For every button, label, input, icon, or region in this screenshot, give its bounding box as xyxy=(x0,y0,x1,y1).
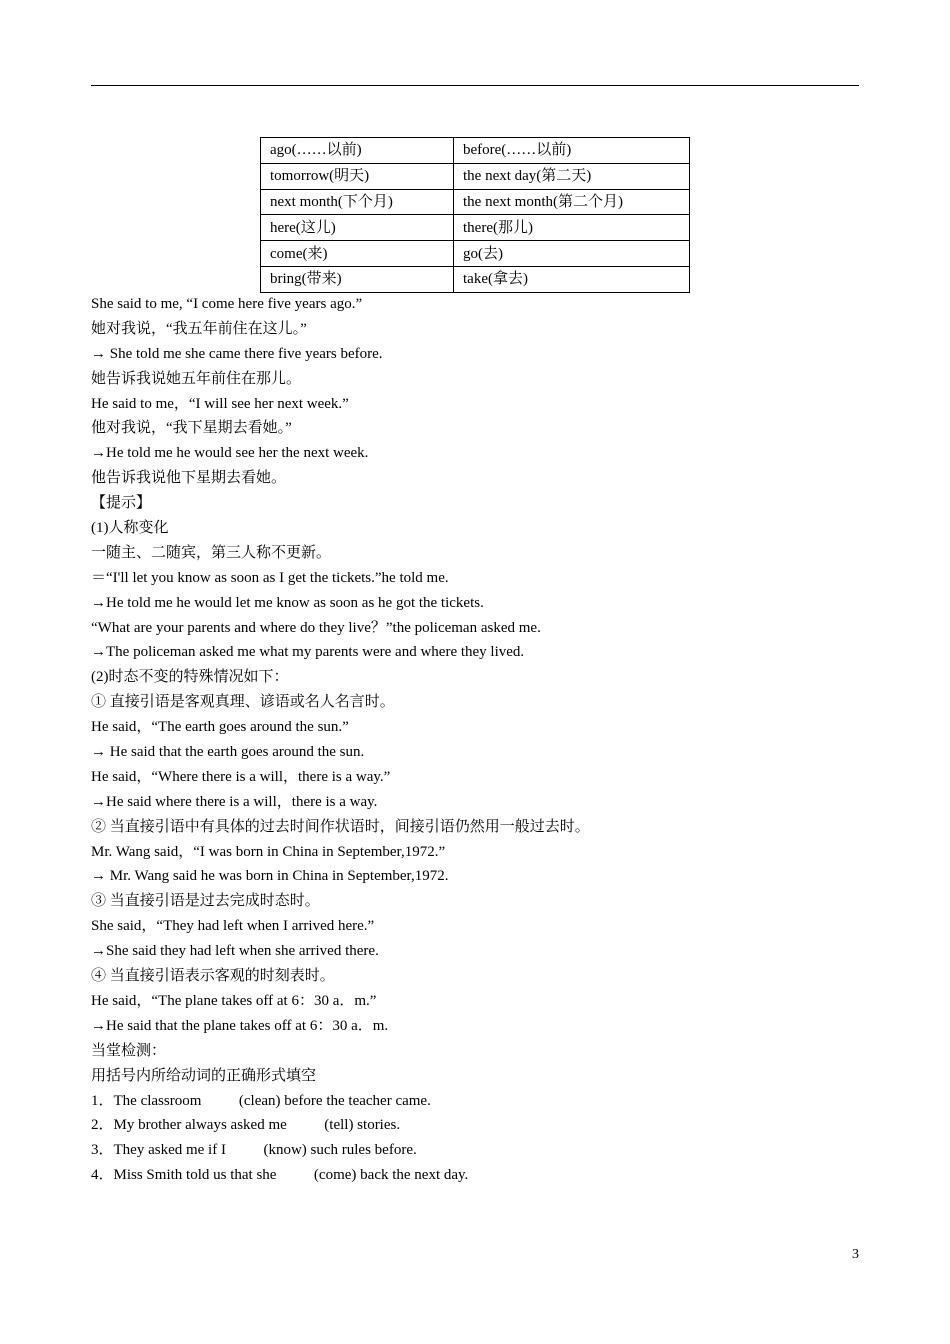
table-row xyxy=(261,241,690,267)
text-line: 当堂检测： xyxy=(91,1042,167,1059)
text-line: (1)人称变化 xyxy=(91,520,169,537)
text-line: 他告诉我说他下星期去看她。 xyxy=(91,470,287,487)
direct-speech-cell: next month(下个月) xyxy=(261,189,454,215)
text-line: →She said they had left when she arrived there. xyxy=(91,943,379,960)
text-line: He said，“The earth goes around the sun.” xyxy=(91,719,349,736)
text-line: 他对我说，“我下星期去看她。” xyxy=(91,420,292,437)
text-line: (2)时态不变的特殊情况如下： xyxy=(91,669,289,686)
indirect-speech-cell: there(那儿) xyxy=(454,215,690,241)
text-line: ＝“I'll let you know as soon as I get the tickets.”he told me. xyxy=(91,569,449,586)
direct-speech-cell: ago(……以前) xyxy=(261,138,454,164)
text-line: → He said that the earth goes around the sun. xyxy=(91,744,365,761)
text-line: → Mr. Wang said he was born in China in September,1972. xyxy=(91,868,449,885)
indirect-speech-cell: the next month(第二个月) xyxy=(454,189,690,215)
text-line: 2．My brother always asked me (tell) stories. xyxy=(91,1117,401,1134)
text-line: 用括号内所给动词的正确形式填空 xyxy=(91,1067,317,1084)
text-line: 【提示】 xyxy=(91,495,152,512)
text-line: ④ 当直接引语表示客观的时刻表时。 xyxy=(91,968,335,985)
direct-speech-cell: here(这儿) xyxy=(261,215,454,241)
text-line: She said to me, “I come here five years ago.” xyxy=(91,296,363,312)
table-row xyxy=(261,138,690,164)
text-line: 她告诉我说她五年前住在那儿。 xyxy=(91,370,302,387)
direct-speech-cell: tomorrow(明天) xyxy=(261,163,454,189)
text-line: He said to me，“I will see her next week.” xyxy=(91,395,349,412)
conversion-table xyxy=(260,137,690,293)
table-row xyxy=(261,163,690,189)
header-rule xyxy=(91,85,859,86)
table-row xyxy=(261,266,690,292)
text-line: 她对我说，“我五年前住在这儿。” xyxy=(91,320,307,337)
table-row xyxy=(261,215,690,241)
text-line: →He told me he would see her the next week. xyxy=(91,445,369,462)
table-row xyxy=(261,189,690,215)
direct-speech-cell: come(来) xyxy=(261,241,454,267)
text-line: →The policeman asked me what my parents were and where they lived. xyxy=(91,644,525,661)
text-line: →He said that the plane takes off at 6：30 a．m. xyxy=(91,1017,389,1034)
text-line: “What are your parents and where do they live？”the policeman asked me. xyxy=(91,619,541,636)
indirect-speech-cell: the next day(第二天) xyxy=(454,163,690,189)
text-line: Mr. Wang said，“I was born in China in September,1972.” xyxy=(91,843,446,860)
indirect-speech-cell: take(拿去) xyxy=(454,266,690,292)
text-line: ① 直接引语是客观真理、谚语或名人名言时。 xyxy=(91,694,395,711)
text-line: 一随主、二随宾，第三人称不更新。 xyxy=(91,544,332,561)
text-line: 1．The classroom (clean) before the teacher came. xyxy=(91,1092,431,1109)
document-body xyxy=(91,292,871,1188)
text-line: ③ 当直接引语是过去完成时态时。 xyxy=(91,893,320,910)
direct-speech-cell: bring(带来) xyxy=(261,266,454,292)
text-line: He said，“Where there is a will，there is a way.” xyxy=(91,768,391,785)
text-line: She said，“They had left when I arrived here.” xyxy=(91,918,375,935)
page-number: 3 xyxy=(852,1247,859,1262)
text-line: →He told me he would let me know as soon as he got the tickets. xyxy=(91,594,484,611)
text-line: → She told me she came there five years before. xyxy=(91,345,383,362)
indirect-speech-cell: before(……以前) xyxy=(454,138,690,164)
text-line: 4．Miss Smith told us that she (come) back the next day. xyxy=(91,1167,469,1184)
text-line: ② 当直接引语中有具体的过去时间作状语时，间接引语仍然用一般过去时。 xyxy=(91,818,590,835)
text-line: 3．They asked me if I (know) such rules before. xyxy=(91,1142,417,1159)
text-line: He said，“The plane takes off at 6：30 a．m.” xyxy=(91,992,377,1009)
indirect-speech-cell: go(去) xyxy=(454,241,690,267)
text-line: →He said where there is a will，there is a way. xyxy=(91,793,378,810)
